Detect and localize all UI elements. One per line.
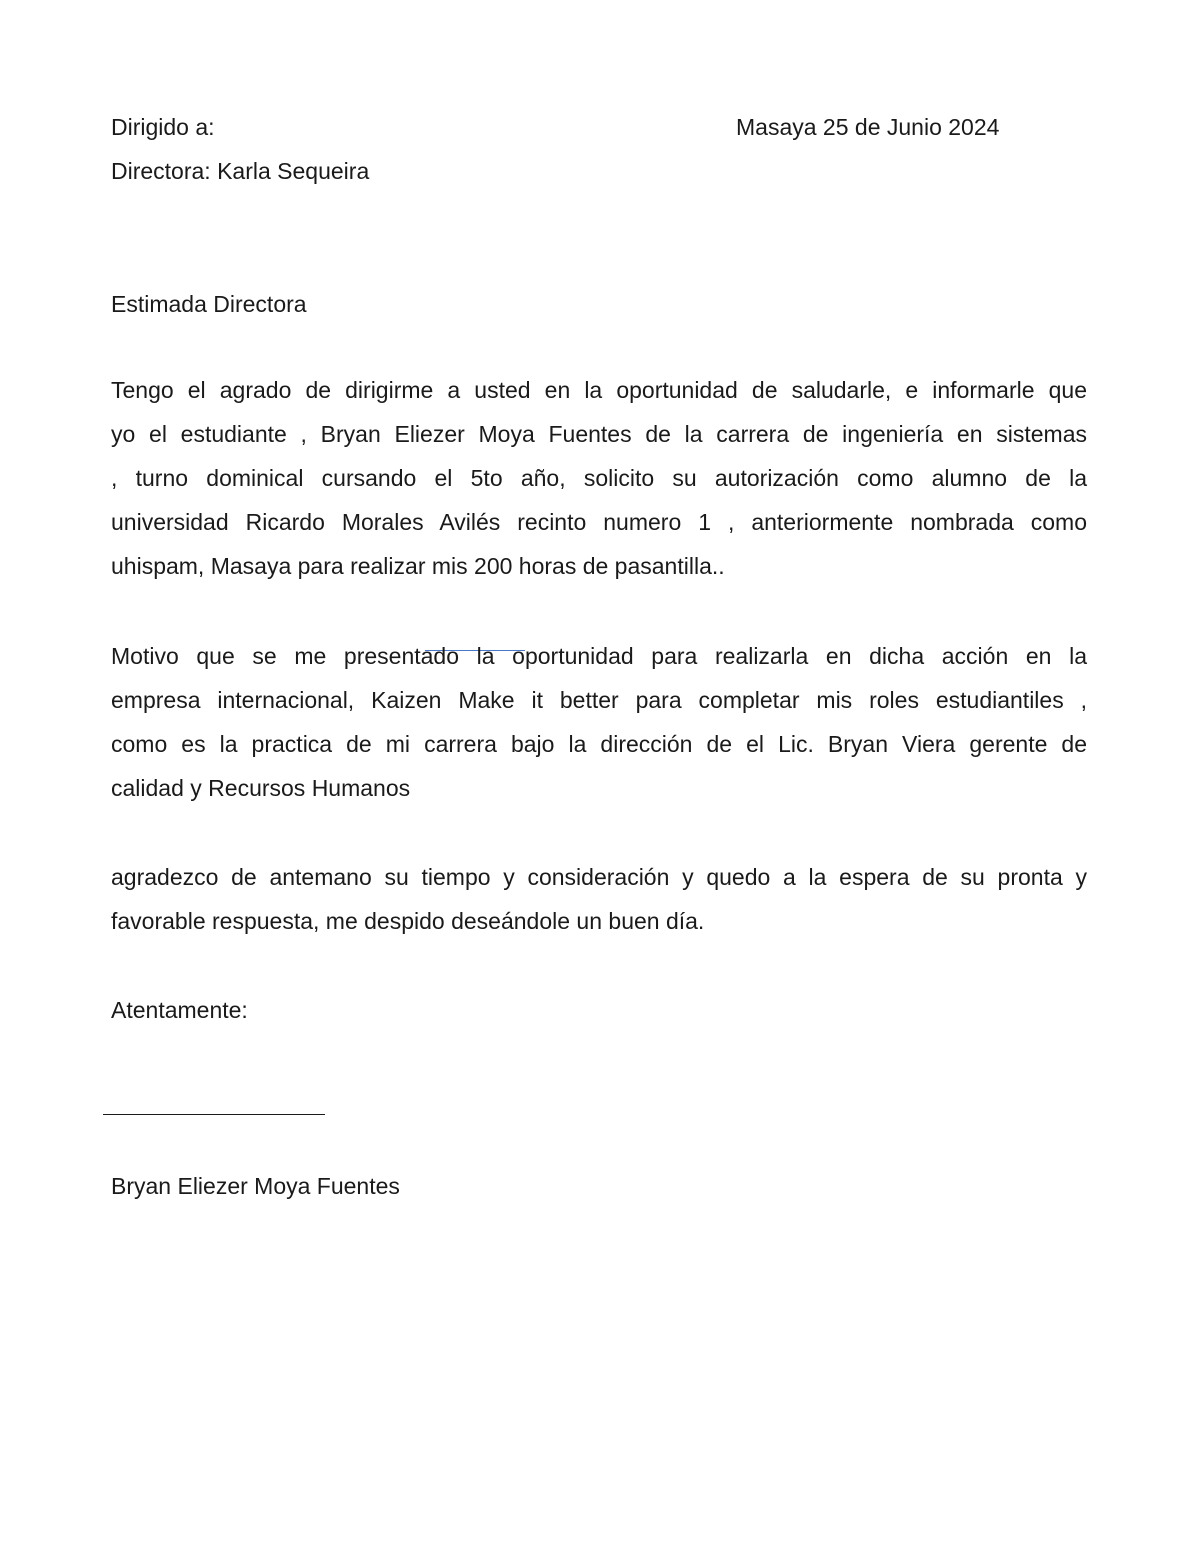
paragraph-line: yo el estudiante , Bryan Eliezer Moya Fuentes de la carrera de ingeniería en sistemas: [111, 421, 1087, 447]
paragraph-line: , turno dominical cursando el 5to año, solicito su autorización como alumno de la: [111, 465, 1087, 491]
paragraph-line: Motivo que se me presentado la oportunidad para realizarla en dicha acción en la: [111, 643, 1087, 669]
paragraph-line: como es la practica de mi carrera bajo la dirección de el Lic. Bryan Viera gerente de: [111, 731, 1087, 757]
paragraph-line: universidad Ricardo Morales Avilés recinto numero 1 , anteriormente nombrada como: [111, 509, 1087, 535]
paragraph-line: calidad y Recursos Humanos: [111, 775, 411, 801]
signature-name: Bryan Eliezer Moya Fuentes: [111, 1173, 400, 1199]
paragraph-line: uhispam, Masaya para realizar mis 200 horas de pasantilla..: [111, 553, 725, 579]
salutation: Estimada Directora: [111, 291, 307, 317]
signature-line: [103, 1114, 325, 1115]
recipient-line: Directora: Karla Sequeira: [111, 158, 370, 184]
paragraph-line: empresa internacional, Kaizen Make it better para completar mis roles estudiantiles ,: [111, 687, 1087, 713]
body-paragraph-1: [111, 368, 1087, 588]
paragraph-line: Tengo el agrado de dirigirme a usted en la oportunidad de saludarle, e informarle que: [111, 377, 1087, 403]
paragraph-line: favorable respuesta, me despido deseándole un buen día.: [111, 908, 705, 934]
closing: Atentamente:: [111, 997, 248, 1023]
addressed-to-label: Dirigido a:: [111, 114, 215, 140]
body-paragraph-2: [111, 634, 1087, 810]
place-date: Masaya 25 de Junio 2024: [736, 114, 1000, 140]
paragraph-line: agradezco de antemano su tiempo y consideración y quedo a la espera de su pronta y: [111, 864, 1087, 890]
body-paragraph-3: [111, 855, 1087, 943]
